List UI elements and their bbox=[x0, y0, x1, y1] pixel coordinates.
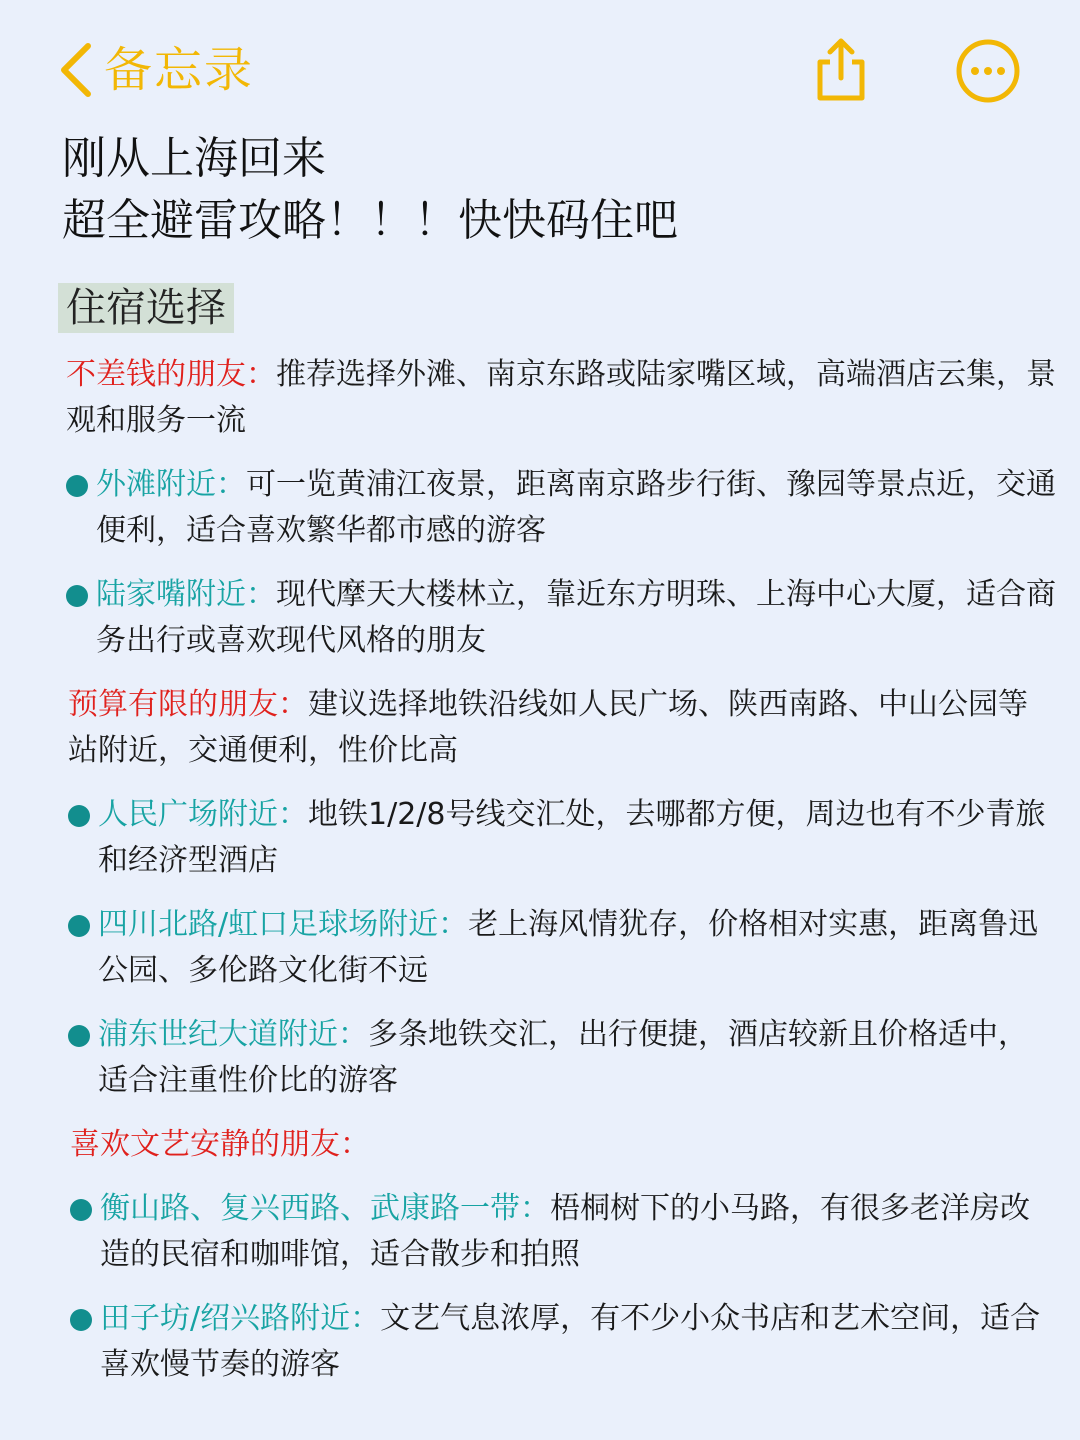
more-options-icon[interactable] bbox=[955, 38, 1021, 104]
back-label: 备忘录 bbox=[104, 42, 255, 98]
item-text: 地铁1/2/8号线交汇处，去哪都方便，周边也有不少青旅和经济型酒店 bbox=[98, 797, 1046, 878]
bullet-dot-icon bbox=[70, 1199, 92, 1221]
group-text: 建议选择地铁沿线如人民广场、陕西南路、中山公园等站附近，交通便利，性价比高 bbox=[68, 687, 1028, 768]
item-label: 人民广场附近： bbox=[98, 797, 308, 832]
bullet-dot-icon bbox=[68, 1025, 90, 1047]
item-label: 衡山路、复兴西路、武康路一带： bbox=[100, 1191, 550, 1226]
item-label: 陆家嘴附近： bbox=[96, 577, 276, 612]
list-item bbox=[68, 902, 1056, 994]
list-item bbox=[68, 1012, 1056, 1104]
item-text: 梧桐树下的小马路，有很多老洋房改造的民宿和咖啡馆，适合散步和拍照 bbox=[100, 1191, 1030, 1272]
group-paragraph bbox=[66, 352, 1056, 444]
navigation-bar bbox=[0, 0, 1080, 130]
item-text: 文艺气息浓厚，有不少小众书店和艺术空间，适合喜欢慢节奏的游客 bbox=[100, 1301, 1041, 1382]
title-line-2: 超全避雷攻略！！！快快码住吧 bbox=[62, 195, 678, 246]
item-label: 外滩附近： bbox=[96, 467, 246, 502]
note-title bbox=[62, 128, 678, 252]
group-label: 预算有限的朋友： bbox=[68, 687, 308, 722]
item-text: 可一览黄浦江夜景，距离南京路步行街、豫园等景点近，交通便利，适合喜欢繁华都市感的游客 bbox=[96, 467, 1056, 548]
group-label: 不差钱的朋友： bbox=[66, 357, 276, 392]
bullet-dot-icon bbox=[70, 1309, 92, 1331]
bullet-dot-icon bbox=[66, 585, 88, 607]
item-text: 现代摩天大楼林立，靠近东方明珠、上海中心大厦，适合商务出行或喜欢现代风格的朋友 bbox=[96, 577, 1056, 658]
title-line-1: 刚从上海回来 bbox=[62, 133, 326, 184]
section-heading: 住宿选择 bbox=[58, 283, 234, 333]
back-button[interactable] bbox=[56, 40, 254, 100]
list-item bbox=[70, 1296, 1056, 1388]
list-item bbox=[68, 792, 1056, 884]
chevron-left-icon bbox=[56, 40, 96, 100]
note-body bbox=[66, 352, 1056, 1406]
bullet-dot-icon bbox=[68, 805, 90, 827]
item-text: 多条地铁交汇，出行便捷，酒店较新且价格适中，适合注重性价比的游客 bbox=[98, 1017, 1028, 1098]
share-icon[interactable] bbox=[808, 38, 874, 104]
group-paragraph bbox=[70, 1122, 1056, 1168]
item-label: 田子坊/绍兴路附近： bbox=[100, 1301, 381, 1336]
item-label: 四川北路/虹口足球场附近： bbox=[98, 907, 469, 942]
group-label: 喜欢文艺安静的朋友： bbox=[70, 1127, 370, 1162]
list-item bbox=[66, 572, 1056, 664]
group-text: 推荐选择外滩、南京东路或陆家嘴区域，高端酒店云集，景观和服务一流 bbox=[66, 357, 1056, 438]
group-paragraph bbox=[68, 682, 1056, 774]
item-text: 老上海风情犹存，价格相对实惠，距离鲁迅公园、多伦路文化街不远 bbox=[98, 907, 1039, 988]
bullet-dot-icon bbox=[66, 475, 88, 497]
bullet-dot-icon bbox=[68, 915, 90, 937]
item-label: 浦东世纪大道附近： bbox=[98, 1017, 368, 1052]
list-item bbox=[70, 1186, 1056, 1278]
list-item bbox=[66, 462, 1056, 554]
